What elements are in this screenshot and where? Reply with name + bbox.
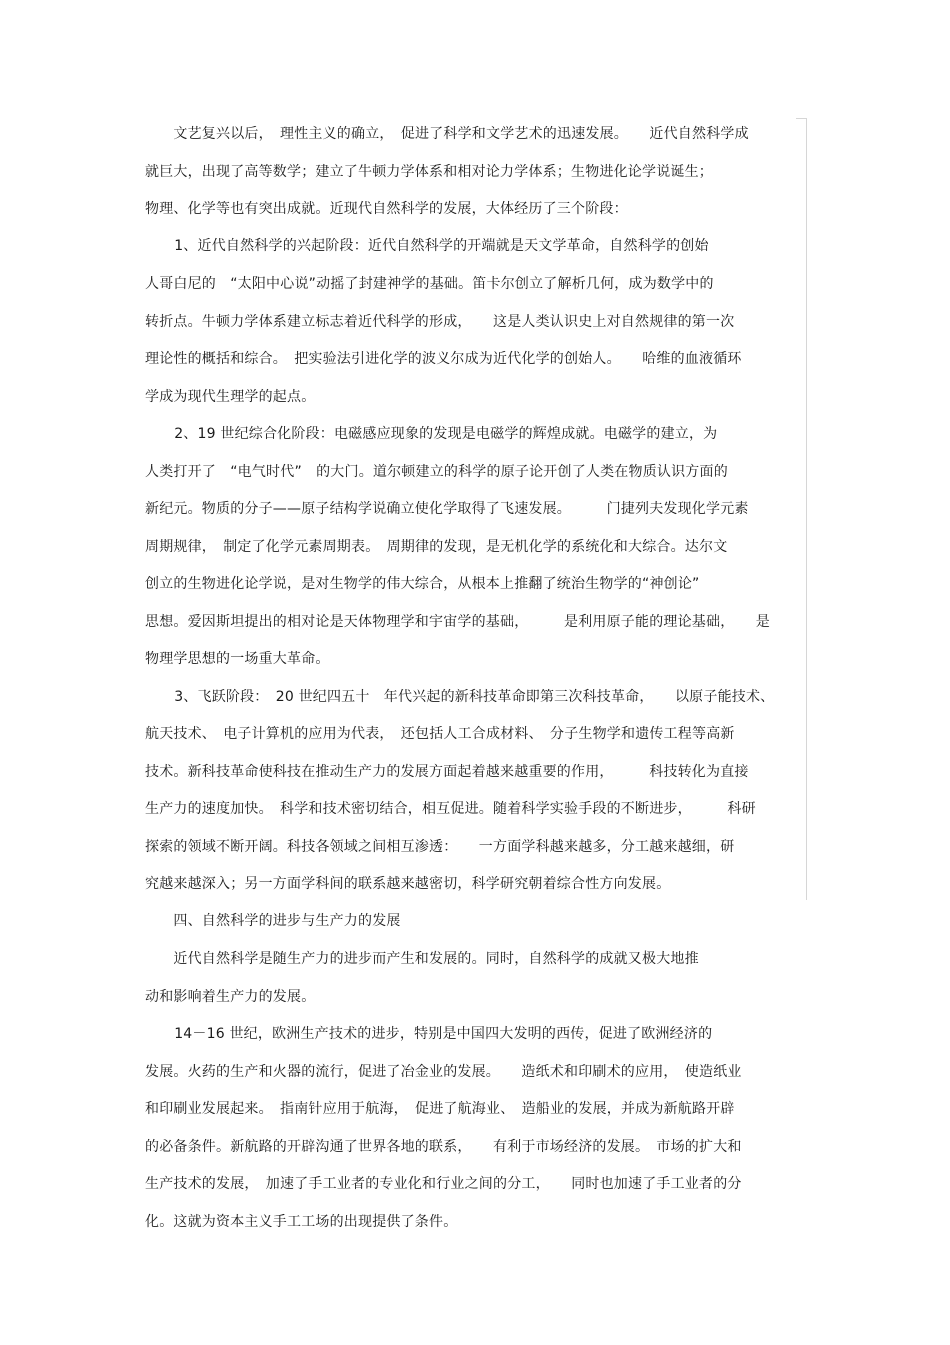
text-line: 生产力的速度加快。 科学和技术密切结合，相互促进。随着科学实验手段的不断进步， 科研: [145, 801, 756, 817]
text-line: 转折点。牛顿力学体系建立标志着近代科学的形成， 这是人类认识史上对自然规律的第一次: [145, 314, 735, 330]
text-line: 动和影响着生产力的发展。: [145, 989, 316, 1005]
text-line: 周期规律， 制定了化学元素周期表。 周期律的发现，是无机化学的系统化和大综合。达尔文: [145, 539, 728, 555]
text-line: 物理学思想的一场重大革命。: [145, 651, 330, 667]
text-line: 理论性的概括和综合。 把实验法引进化学的波义尔成为近代化学的创始人。 哈维的血液循环: [145, 351, 742, 367]
frame-border-right: [806, 118, 807, 900]
section-heading: 四、自然科学的进步与生产力的发展: [145, 913, 401, 929]
text-line: 1、近代自然科学的兴起阶段：近代自然科学的开端就是天文学革命，自然科学的创始: [160, 238, 709, 254]
text-line: 探索的领域不断开阔。科技各领域之间相互渗透： 一方面学科越来越多，分工越来越细，研: [145, 839, 735, 855]
text-line: 创立的生物进化论学说，是对生物学的伟大综合，从根本上推翻了统治生物学的“神创论”: [145, 576, 700, 592]
text-line: 和印刷业发展起来。 指南针应用于航海， 促进了航海业、 造船业的发展，并成为新航路开辟: [145, 1101, 735, 1117]
text-line: 物理、化学等也有突出成就。近现代自然科学的发展，大体经历了三个阶段：: [145, 201, 628, 217]
text-line: 人类打开了 “电气时代” 的大门。道尔顿建立的科学的原子论开创了人类在物质认识方面的: [145, 464, 728, 480]
text-line: 文艺复兴以后， 理性主义的确立， 促进了科学和文学艺术的迅速发展。 近代自然科学成: [145, 126, 749, 142]
text-line: 化。这就为资本主义手工工场的出现提供了条件。: [145, 1214, 458, 1230]
text-line: 的必备条件。新航路的开辟沟通了世界各地的联系， 有利于市场经济的发展。 市场的扩大和: [145, 1139, 742, 1155]
text-line: 究越来越深入；另一方面学科间的联系越来越密切，科学研究朝着综合性方向发展。: [145, 876, 671, 892]
text-line: 就巨大，出现了高等数学；建立了牛顿力学体系和相对论力学体系；生物进化论学说诞生；: [145, 164, 713, 180]
text-line: 新纪元。物质的分子——原子结构学说确立使化学取得了飞速发展。 门捷列夫发现化学元素: [145, 501, 749, 517]
text-line: 14－16 世纪，欧洲生产技术的进步，特别是中国四大发明的西传，促进了欧洲经济的: [160, 1026, 713, 1042]
text-line: 人哥白尼的 “太阳中心说”动摇了封建神学的基础。笛卡尔创立了解析几何，成为数学中的: [145, 276, 714, 292]
text-line: 3、飞跃阶段： 20 世纪四五十 年代兴起的新科技革命即第三次科技革命， 以原子能技术、: [160, 689, 775, 705]
text-line: 发展。火药的生产和火器的流行，促进了冶金业的发展。 造纸术和印刷术的应用， 使造纸业: [145, 1064, 742, 1080]
text-line: 航天技术、 电子计算机的应用为代表， 还包括人工合成材料、 分子生物学和遗传工程等高新: [145, 726, 735, 742]
text-line: 学成为现代生理学的起点。: [145, 389, 316, 405]
text-line: 生产技术的发展， 加速了手工业者的专业化和行业之间的分工， 同时也加速了手工业者的分: [145, 1176, 742, 1192]
text-line: 近代自然科学是随生产力的进步而产生和发展的。同时，自然科学的成就又极大地推: [145, 951, 699, 967]
text-line: 思想。爱因斯坦提出的相对论是天体物理学和宇宙学的基础， 是利用原子能的理论基础， 是: [145, 614, 770, 630]
text-line: 2、19 世纪综合化阶段：电磁感应现象的发现是电磁学的辉煌成就。电磁学的建立，为: [160, 426, 718, 442]
text-line: 技术。新科技革命使科技在推动生产力的发展方面起着越来越重要的作用， 科技转化为直接: [145, 764, 749, 780]
